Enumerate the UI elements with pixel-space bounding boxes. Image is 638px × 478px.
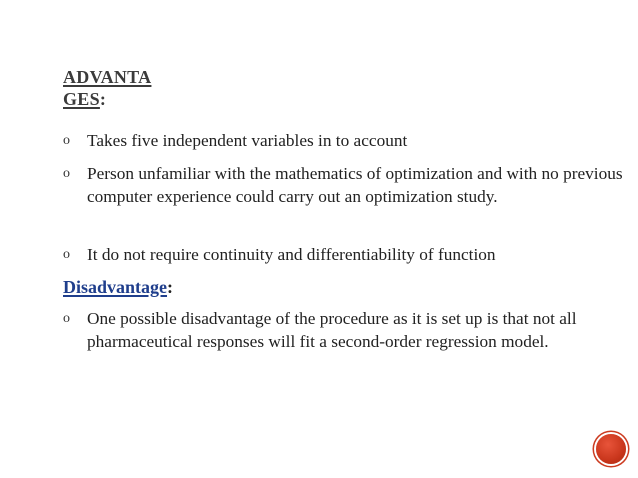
- bullet-marker-icon: o: [63, 247, 70, 262]
- disadvantage-text-1: One possible disadvantage of the procedure as it is set up is that not all pharmaceutical responses will fit a second-order regression model.: [87, 309, 577, 351]
- advantage-text-1: Takes five independent variables in to account: [87, 131, 408, 150]
- advantage-text-3: It do not require continuity and differentiability of function: [87, 245, 496, 264]
- bullet-marker-icon: o: [63, 133, 70, 148]
- advantages-heading: [63, 66, 151, 110]
- page-number-badge-icon: [596, 434, 626, 464]
- advantages-heading-line2: GES: [63, 89, 100, 109]
- disadvantage-heading-link[interactable]: Disadvantage: [63, 277, 168, 297]
- disadvantage-heading: [63, 276, 173, 298]
- bullet-marker-icon: o: [63, 311, 70, 326]
- advantages-heading-line1: ADVANTA: [63, 67, 152, 87]
- advantages-heading-colon: :: [99, 89, 107, 109]
- advantage-text-2: Person unfamiliar with the mathematics of optimization and with no previous computer experience could carry out an optimization study.: [87, 164, 623, 206]
- bullet-marker-icon: o: [63, 166, 70, 181]
- disadvantage-heading-colon: :: [167, 277, 174, 297]
- advantage-item-1: [63, 130, 623, 153]
- advantage-item-2: [63, 163, 623, 208]
- disadvantage-item-1: [63, 308, 623, 353]
- advantage-item-3: [63, 244, 623, 267]
